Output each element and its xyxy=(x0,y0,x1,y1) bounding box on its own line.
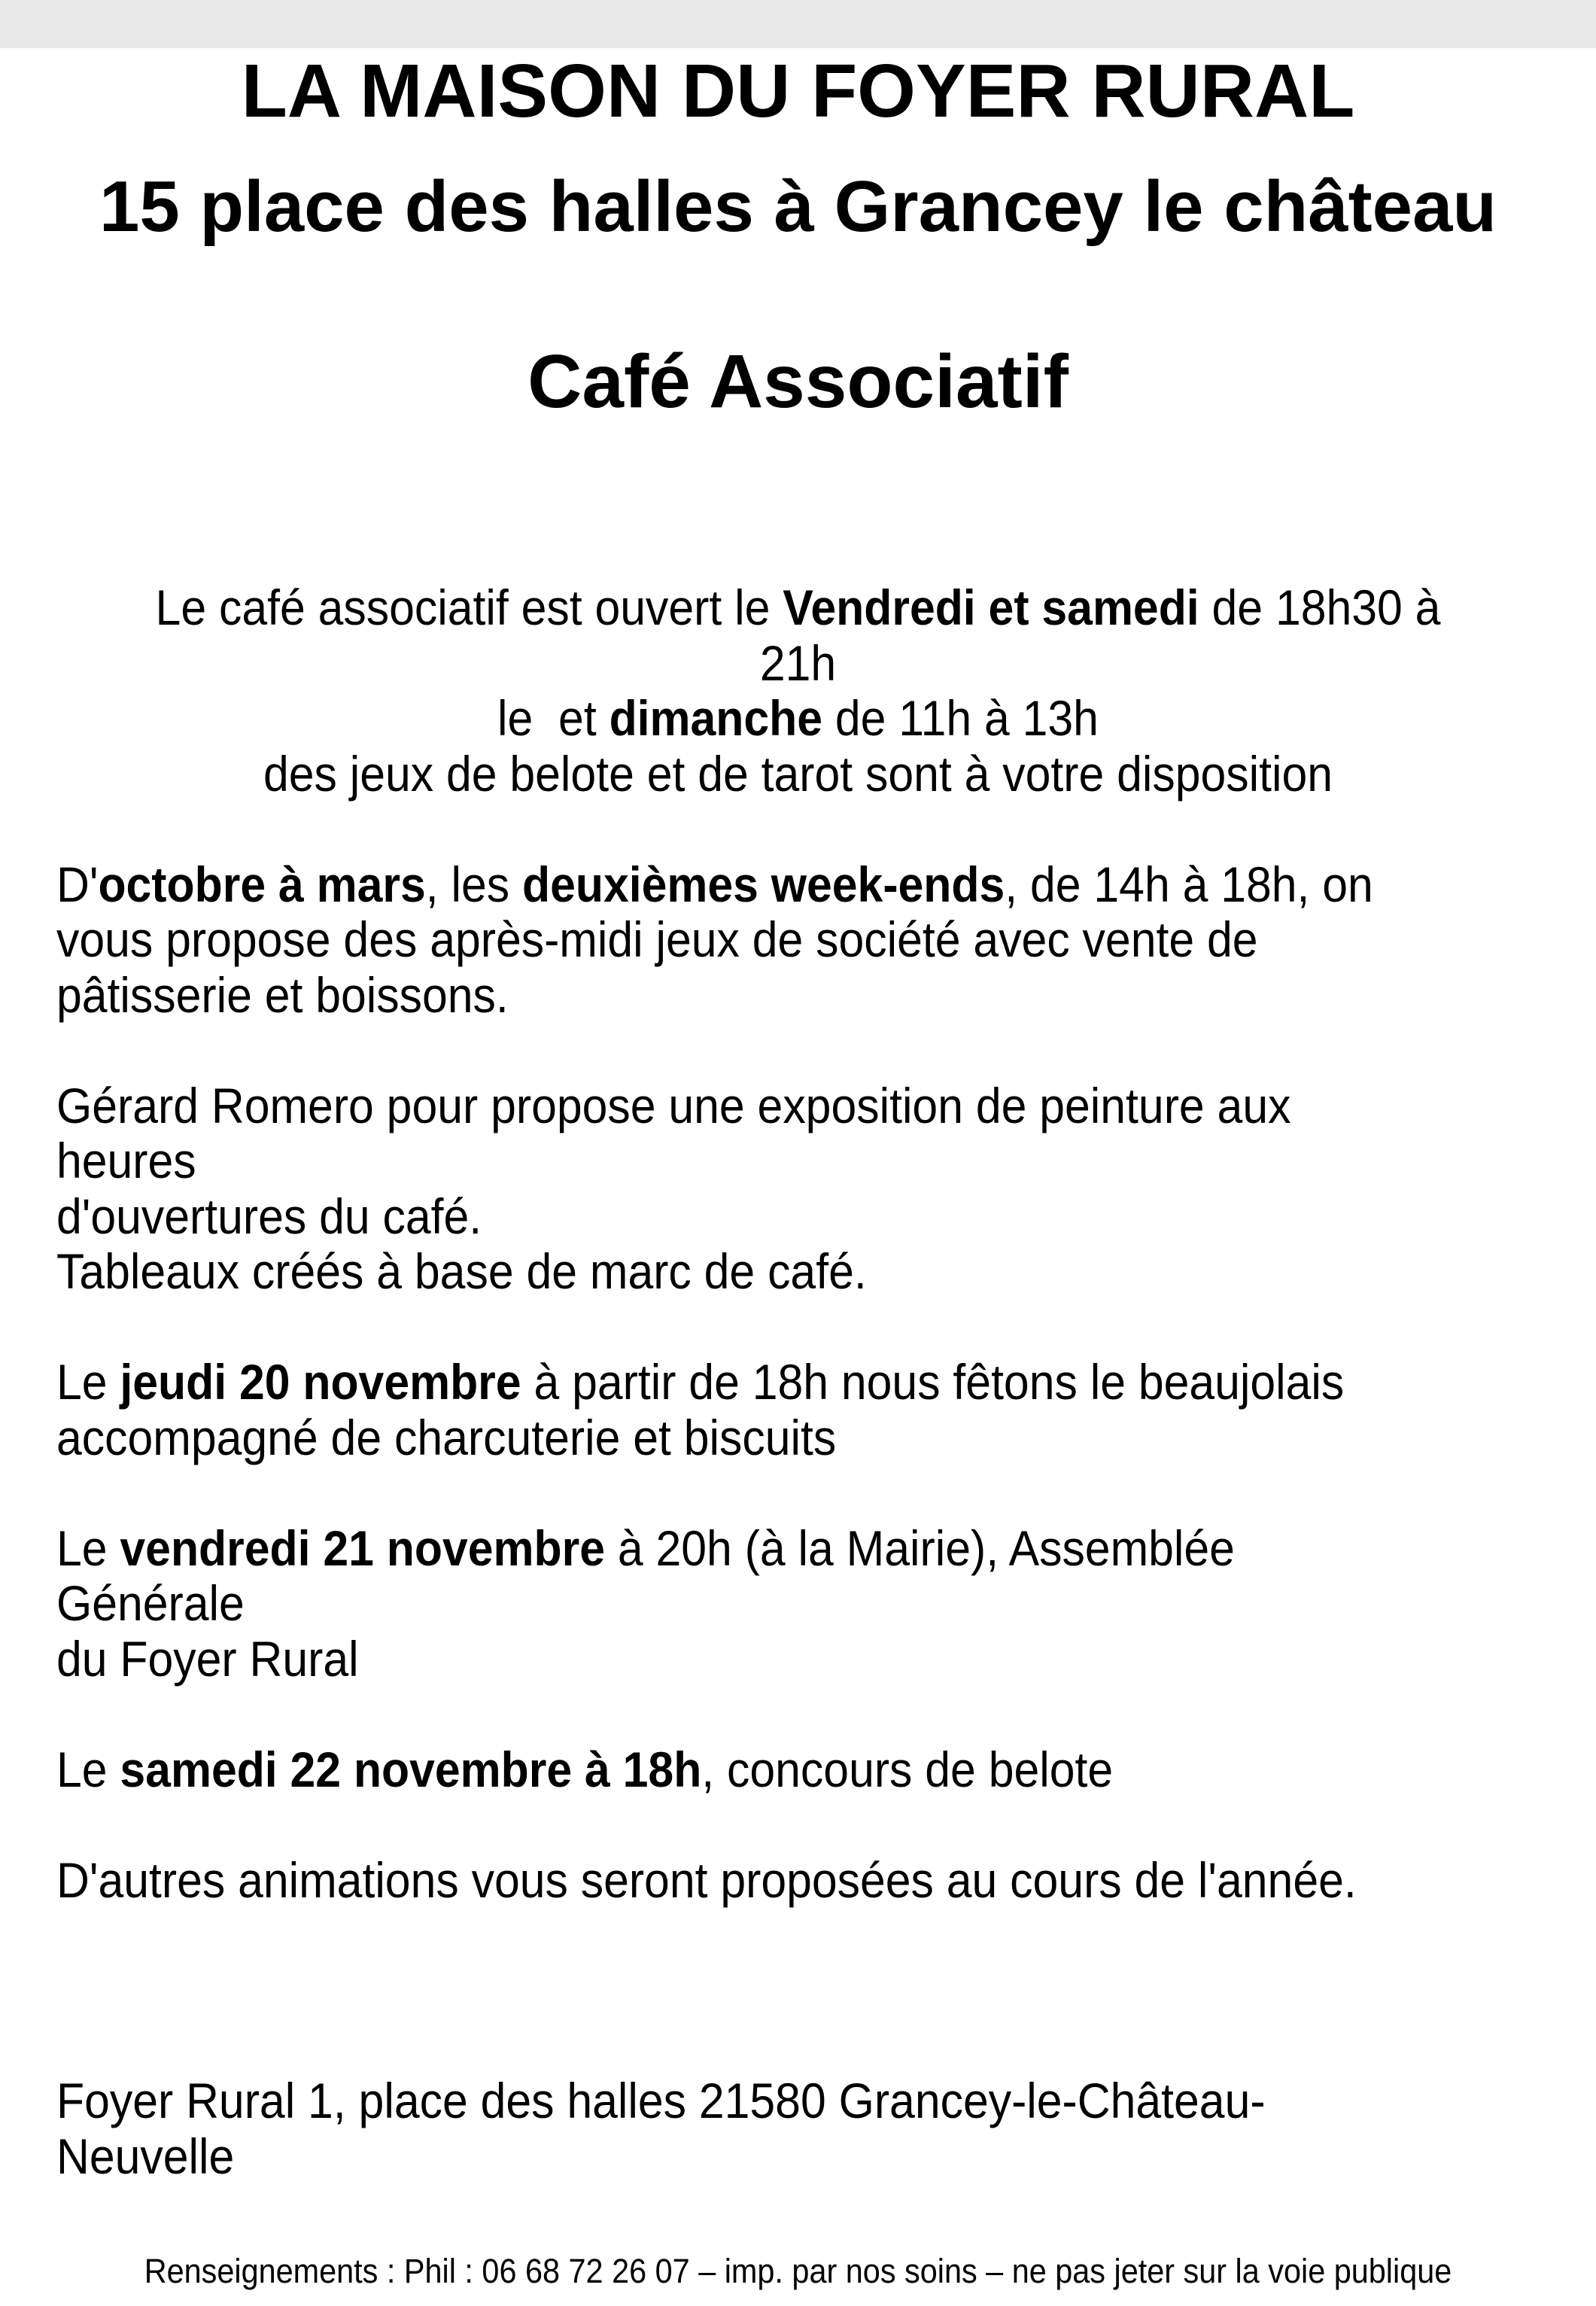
opening-hours-line2-post: de 11h à 13h xyxy=(822,690,1099,746)
weekend-afternoons-line-3: pâtisserie et boissons. xyxy=(56,966,509,1023)
exposition-line-3: Tableaux créés à base de marc de café. xyxy=(56,1243,867,1299)
other-events-line: D'autres animations vous seront proposées au cours de l'année. xyxy=(56,1851,1357,1908)
opening-hours-line-2 xyxy=(116,691,1480,747)
weekends-line1-pre: D' xyxy=(56,856,99,912)
other-events-paragraph xyxy=(56,1853,1540,1909)
assemblee-line-1 xyxy=(56,1521,1421,1632)
beaujolais-date: jeudi 20 novembre xyxy=(120,1354,521,1410)
opening-hours-line1-pre: Le café associatif est ouvert le xyxy=(155,580,783,635)
assemblee-paragraph xyxy=(56,1521,1540,1687)
beaujolais-line1-pre: Le xyxy=(56,1354,120,1410)
venue-address-title: 15 place des halles à Grancey le château xyxy=(99,166,1497,247)
exposition-paragraph xyxy=(56,1078,1540,1300)
weekends-line1-period: octobre à mars xyxy=(98,856,426,912)
exposition-line-1: Gérard Romero pour propose une exposition de peinture aux heures xyxy=(56,1077,1304,1188)
opening-hours-line1-days: Vendredi et samedi xyxy=(783,580,1199,635)
belote-contest-paragraph xyxy=(56,1742,1540,1798)
weekends-line1-which: deuxièmes week-ends xyxy=(522,856,1005,912)
weekend-afternoons-line-2: vous propose des après-midi jeux de société avec vente de xyxy=(56,911,1258,967)
opening-hours-line2-day: dimanche xyxy=(609,690,823,746)
games-available-line: des jeux de belote et de tarot sont à votre disposition xyxy=(263,745,1333,802)
belote-date: samedi 22 novembre à 18h xyxy=(120,1741,702,1797)
assemblee-line-2: du Foyer Rural xyxy=(56,1630,359,1687)
flyer-page xyxy=(0,48,1596,2306)
postal-address-line: Foyer Rural 1, place des halles 21580 Grancey-le-Château-Neuvelle xyxy=(56,2073,1266,2184)
belote-contest-line xyxy=(56,1742,1421,1798)
weekend-afternoons-line-1 xyxy=(56,857,1421,913)
footer-paragraph xyxy=(56,2251,1540,2292)
exposition-line-2: d'ouvertures du café. xyxy=(56,1188,482,1244)
opening-hours-line2-pre: le et xyxy=(497,690,610,746)
weekend-afternoons-paragraph xyxy=(56,857,1540,1024)
belote-line-pre: Le xyxy=(56,1741,120,1797)
weekends-line1-mid: , les xyxy=(425,856,523,912)
footer-contact-line: Renseignements : Phil : 06 68 72 26 07 – imp. par nos soins – ne pas jeter sur la voie publique xyxy=(144,2252,1452,2290)
beaujolais-paragraph xyxy=(56,1355,1540,1465)
cafe-associatif-heading: Café Associatif xyxy=(527,339,1069,424)
beaujolais-line-2: accompagné de charcuterie et biscuits xyxy=(56,1409,837,1465)
belote-line-post: , concours de belote xyxy=(701,1741,1114,1797)
opening-hours-paragraph xyxy=(56,580,1540,802)
beaujolais-line-1 xyxy=(56,1355,1421,1410)
assemblee-line1-pre: Le xyxy=(56,1520,120,1576)
weekends-line1-post: , de 14h à 18h, on xyxy=(1005,856,1373,912)
beaujolais-line1-post: à partir de 18h nous fêtons le beaujolais xyxy=(521,1354,1345,1410)
main-title: LA MAISON DU FOYER RURAL xyxy=(241,49,1355,133)
opening-hours-line1-post: de 18h30 à 21h xyxy=(759,580,1454,691)
postal-address-paragraph xyxy=(56,2073,1540,2184)
assemblee-date: vendredi 21 novembre xyxy=(120,1520,605,1576)
opening-hours-line-1 xyxy=(116,580,1480,691)
assemblee-line1-post: à 20h (à la Mairie), Assemblée Générale xyxy=(56,1520,1248,1631)
